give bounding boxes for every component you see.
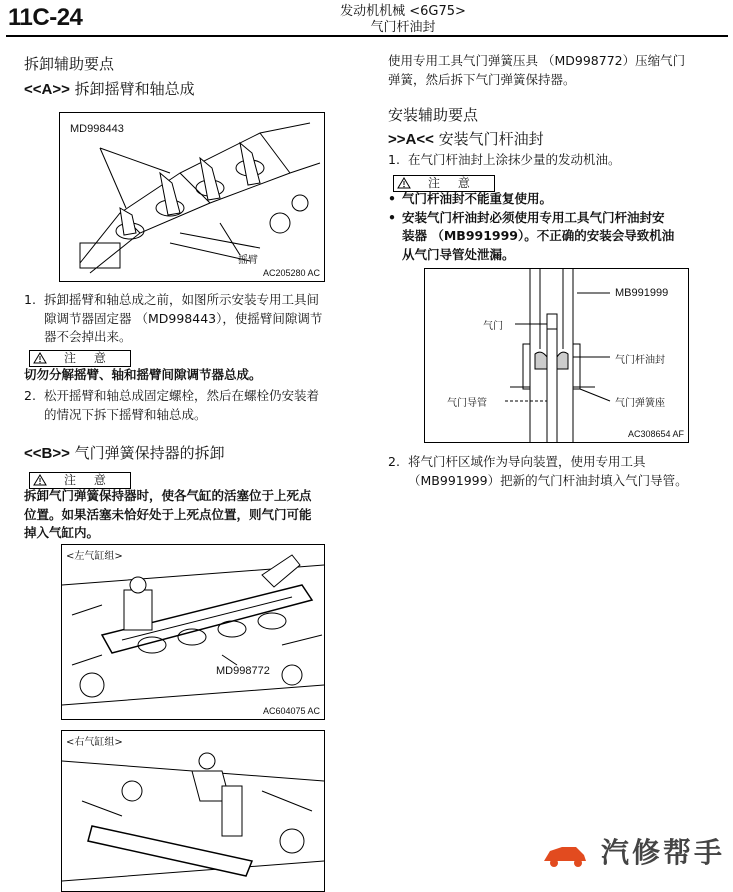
caution-2-line: 掉入气缸内。 <box>24 525 100 540</box>
fig4-seal-label: 气门杆油封 <box>615 355 665 366</box>
fig4-seat-label: 气门弹簧座 <box>615 398 665 409</box>
fig1-code: AC205280 AC <box>262 268 320 278</box>
install-caution-item: • 安装气门杆油封必须使用专用工具气门杆油封安 <box>388 209 665 225</box>
caution-label: 注 意 <box>64 351 113 365</box>
install-step-2-number: 2. <box>388 454 400 469</box>
caution-2-text <box>24 487 369 543</box>
car-icon <box>542 839 588 869</box>
watermark-text: 汽修帮手 <box>600 836 725 869</box>
install-step-1 <box>388 151 621 170</box>
removal-step-1 <box>24 291 369 344</box>
header-title-line2: 气门杆油封 <box>370 20 436 35</box>
subsection-b-title <box>24 443 225 464</box>
fig1-tool-label: MD998443 <box>70 123 124 135</box>
fig4-code: AC308654 AF <box>627 429 684 439</box>
fig2-bank-label: <左气缸组> <box>66 551 123 562</box>
removal-step-2-number: 2. <box>24 388 36 403</box>
install-caution-item-cont: 装器 （MB991999）。不正确的安装会导致机油 <box>402 228 675 243</box>
figure-rocker-arm <box>59 112 325 282</box>
figure-left-bank <box>61 544 325 720</box>
warning-icon <box>33 352 47 364</box>
fig4-valve-label: 气门 <box>483 321 503 332</box>
fig4-tool-label: MB991999 <box>615 287 669 299</box>
warning-icon <box>33 474 47 486</box>
right-bank-illustration <box>62 731 324 891</box>
removal-step-1-number: 1. <box>24 292 36 307</box>
install-subsection-a-title <box>388 129 544 150</box>
header-divider <box>6 35 728 37</box>
fig2-code: AC604075 AC <box>262 706 320 716</box>
left-bank-illustration <box>62 545 324 719</box>
removal-step-1-line: 器不会掉出来。 <box>44 329 132 344</box>
install-step-2-line: （MB991999）把新的气门杆油封填入气门导管。 <box>408 472 688 488</box>
subsection-a-title <box>24 79 195 100</box>
header-title <box>330 4 476 36</box>
page-number: 11C-24 <box>8 4 83 31</box>
figure-right-bank <box>61 730 325 892</box>
removal-step-2-line: 松开摇臂和轴总成固定螺栓，然后在螺栓仍安装着 <box>44 388 320 403</box>
caution-label: 注 意 <box>64 473 113 487</box>
removal-step-2 <box>24 387 369 422</box>
install-caution-item: • 气门杆油封不能重复使用。 <box>388 191 553 206</box>
install-step-2 <box>388 453 728 488</box>
caution-label: 注 意 <box>428 176 477 190</box>
caution-2-line: 拆卸气门弹簧保持器时，使各气缸的活塞位于上死点 <box>24 488 312 503</box>
removal-intro-line: 使用专用工具气门弹簧压具 （MD998772）压缩气门 <box>388 53 686 68</box>
install-caution-list <box>388 190 728 264</box>
fig2-tool-label: MD998772 <box>216 665 270 677</box>
removal-step-1-line: 拆卸摇臂和轴总成之前，如图所示安装专用工具间 <box>44 292 320 307</box>
subsection-a-text: 拆卸摇臂和轴总成 <box>74 80 195 98</box>
caution-2-line: 位置。如果活塞未恰好处于上死点位置，则气门可能 <box>24 506 312 522</box>
warning-icon <box>397 177 411 189</box>
install-subsection-a-text: 安装气门杆油封 <box>438 130 544 148</box>
removal-intro-line: 弹簧，然后拆下气门弹簧保持器。 <box>388 71 576 87</box>
section-install-title: 安装辅助要点 <box>388 106 479 124</box>
install-step-1-number: 1. <box>388 152 400 167</box>
install-caution-item-cont: 从气门导管处泄漏。 <box>402 246 515 262</box>
header-title-line1: 发动机机械 <6G75> <box>340 4 466 19</box>
section-removal-title: 拆卸辅助要点 <box>24 55 115 73</box>
removal-step-2-line: 的情况下拆下摇臂和轴总成。 <box>44 406 207 422</box>
removal-step-1-line: 隙调节器固定器 （MD998443），使摇臂间隙调节 <box>44 310 323 326</box>
install-step-2-line: 将气门杆区域作为导向装置，使用专用工具 <box>408 454 646 469</box>
fig1-part-label: 摇臂 <box>238 255 258 266</box>
subsection-a-prefix: <<A>> <box>24 81 70 98</box>
removal-intro-text <box>388 52 728 89</box>
figure-valve-seal-install <box>424 268 689 443</box>
subsection-b-prefix: <<B>> <box>24 445 70 462</box>
rocker-arm-illustration <box>60 113 324 281</box>
fig4-guide-label: 气门导管 <box>447 398 487 409</box>
caution-box-1 <box>29 350 131 367</box>
subsection-b-text: 气门弹簧保持器的拆卸 <box>74 444 225 462</box>
install-step-1-text: 在气门杆油封上涂抹少量的发动机油。 <box>407 152 621 167</box>
fig3-bank-label: <右气缸组> <box>66 737 123 748</box>
watermark-logo <box>542 831 725 871</box>
install-subsection-a-prefix: >>A<< <box>388 131 434 148</box>
caution-1-text: 切勿分解摇臂、轴和摇臂间隙调节器总成。 <box>24 367 262 382</box>
